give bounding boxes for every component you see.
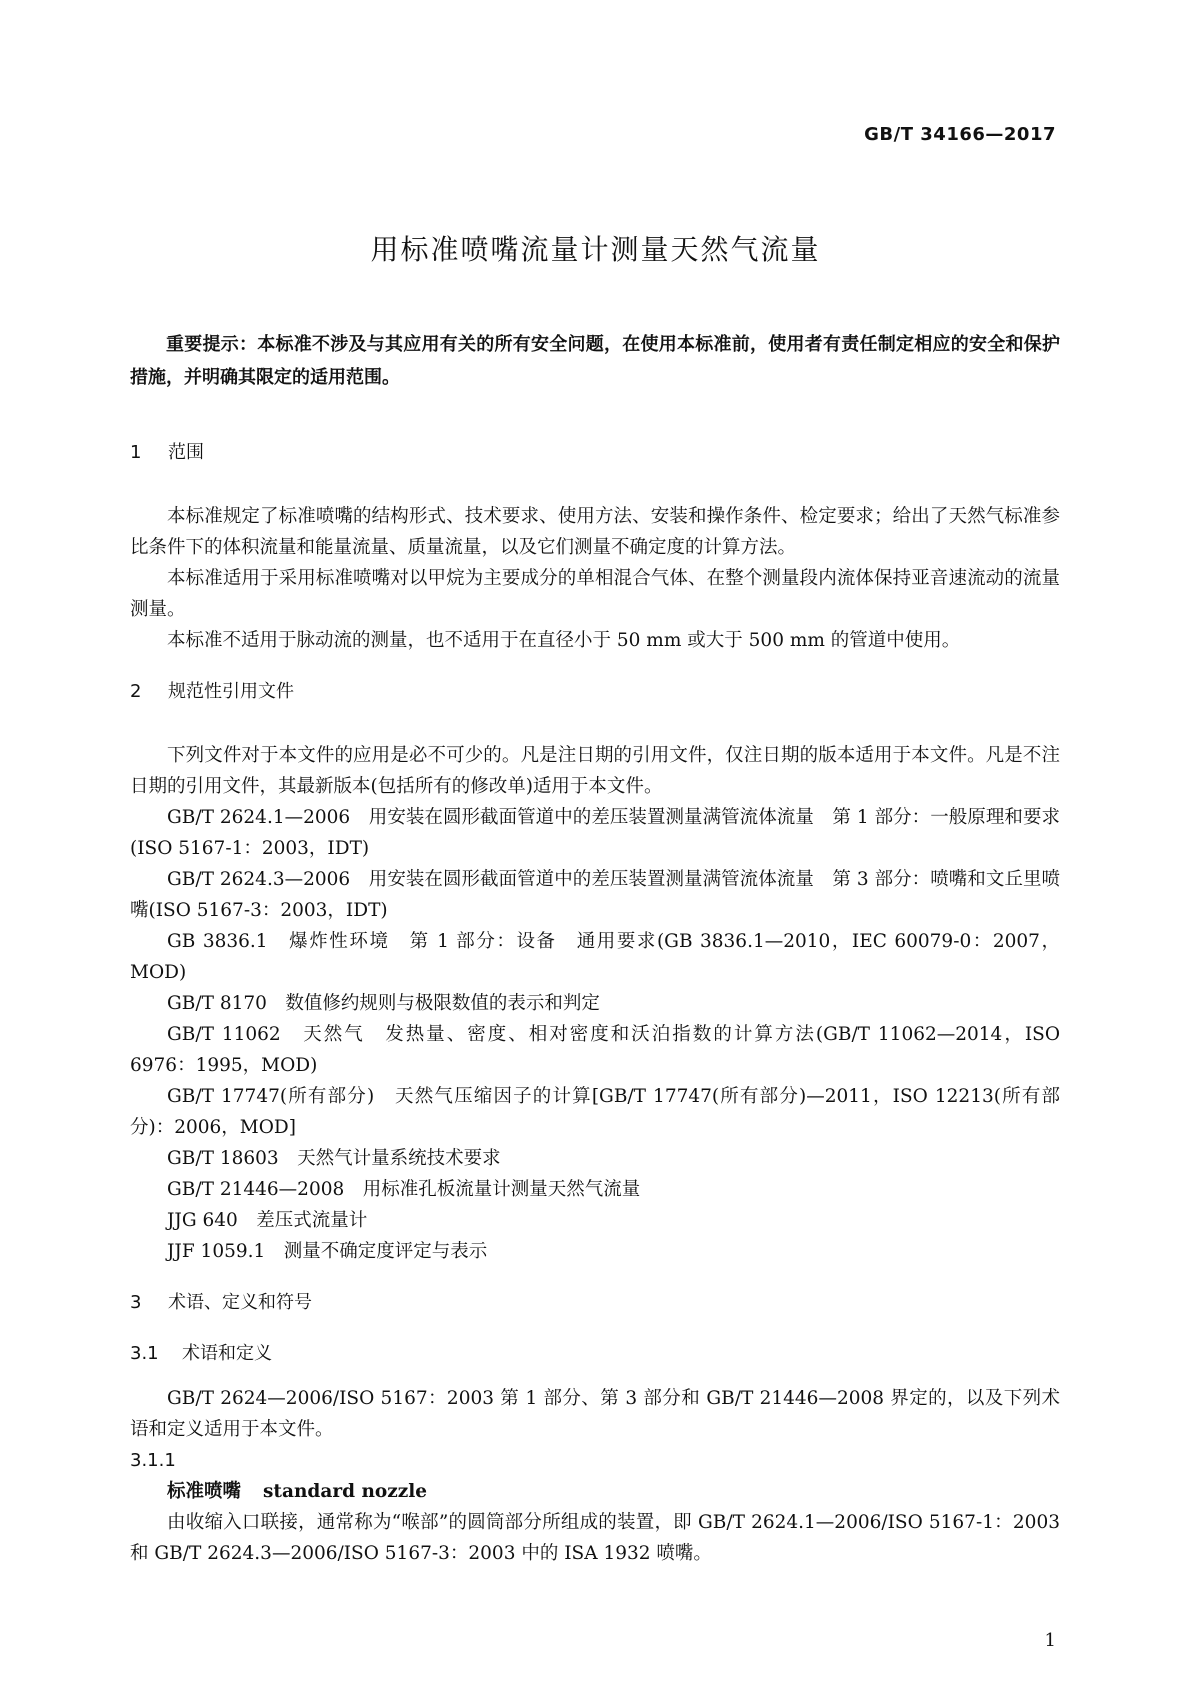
term-definition: 由收缩入口联接，通常称为“喉部”的圆筒部分所组成的装置，即 GB/T 2624.1—2006/ISO 5167-1：2003 和 GB/T 2624.3—2006/ISO 5167-3：2003 中的 ISA 1932 喷嘴。 bbox=[130, 1512, 1060, 1564]
section-number: 1 bbox=[130, 442, 142, 463]
reference-item: GB 3836.1 爆炸性环境 第 1 部分：设备 通用要求(GB 3836.1—2010，IEC 60079-0：2007，MOD) bbox=[130, 931, 1060, 983]
page-number: 1 bbox=[1044, 1630, 1056, 1651]
term-chinese: 标准喷嘴 bbox=[167, 1481, 242, 1502]
term-english: standard nozzle bbox=[263, 1481, 428, 1502]
paragraph: 本标准不适用于脉动流的测量，也不适用于在直径小于 50 mm 或大于 500 mm 的管道中使用。 bbox=[167, 630, 961, 651]
reference-item: JJG 640 差压式流量计 bbox=[167, 1210, 368, 1231]
reference-item: GB/T 17747(所有部分) 天然气压缩因子的计算[GB/T 17747(所有部分)—2011，ISO 12213(所有部分)：2006，MOD] bbox=[130, 1086, 1060, 1138]
important-notice: 重要提示：本标准不涉及与其应用有关的所有安全问题，在使用本标准前，使用者有责任制定相应的安全和保护措施，并明确其限定的适用范围。 bbox=[130, 334, 1060, 388]
reference-item: GB/T 11062 天然气 发热量、密度、相对密度和沃泊指数的计算方法(GB/T 11062—2014，ISO 6976：1995，MOD) bbox=[130, 1024, 1060, 1076]
paragraph: GB/T 2624—2006/ISO 5167：2003 第 1 部分、第 3 部分和 GB/T 21446—2008 界定的，以及下列术语和定义适用于本文件。 bbox=[130, 1388, 1060, 1440]
reference-item: GB/T 21446—2008 用标准孔板流量计测量天然气流量 bbox=[167, 1179, 641, 1200]
document-body bbox=[130, 328, 1060, 1569]
section-title: 范围 bbox=[168, 442, 204, 463]
reference-item: JJF 1059.1 测量不确定度评定与表示 bbox=[167, 1241, 488, 1262]
reference-item: GB/T 2624.1—2006 用安装在圆形截面管道中的差压装置测量满管流体流量 第 1 部分：一般原理和要求(ISO 5167-1：2003，IDT) bbox=[130, 807, 1060, 859]
paragraph: 本标准适用于采用标准喷嘴对以甲烷为主要成分的单相混合气体、在整个测量段内流体保持亚音速流动的流量测量。 bbox=[130, 568, 1060, 620]
subsection-3-1-heading bbox=[130, 1338, 1060, 1369]
section-title: 规范性引用文件 bbox=[168, 681, 294, 702]
section-2-heading bbox=[130, 676, 1060, 707]
section-number: 3 bbox=[130, 1292, 142, 1313]
standard-number: GB/T 34166—2017 bbox=[864, 124, 1056, 145]
term-number: 3.1.1 bbox=[130, 1450, 176, 1471]
section-title: 术语、定义和符号 bbox=[168, 1292, 312, 1313]
document-title: 用标准喷嘴流量计测量天然气流量 bbox=[370, 233, 821, 266]
reference-item: GB/T 8170 数值修约规则与极限数值的表示和判定 bbox=[167, 993, 600, 1014]
section-number: 2 bbox=[130, 681, 142, 702]
section-1-heading bbox=[130, 437, 1060, 468]
subsection-title: 术语和定义 bbox=[182, 1343, 272, 1364]
term-entry bbox=[130, 1476, 1060, 1507]
reference-item: GB/T 18603 天然气计量系统技术要求 bbox=[167, 1148, 501, 1169]
paragraph: 本标准规定了标准喷嘴的结构形式、技术要求、使用方法、安装和操作条件、检定要求；给出了天然气标准参比条件下的体积流量和能量流量、质量流量，以及它们测量不确定度的计算方法。 bbox=[130, 506, 1060, 558]
paragraph: 下列文件对于本文件的应用是必不可少的。凡是注日期的引用文件，仅注日期的版本适用于本文件。凡是不注日期的引用文件，其最新版本(包括所有的修改单)适用于本文件。 bbox=[130, 745, 1060, 797]
subsection-number: 3.1 bbox=[130, 1343, 159, 1364]
reference-item: GB/T 2624.3—2006 用安装在圆形截面管道中的差压装置测量满管流体流量 第 3 部分：喷嘴和文丘里喷嘴(ISO 5167-3：2003，IDT) bbox=[130, 869, 1060, 921]
section-3-heading bbox=[130, 1287, 1060, 1318]
